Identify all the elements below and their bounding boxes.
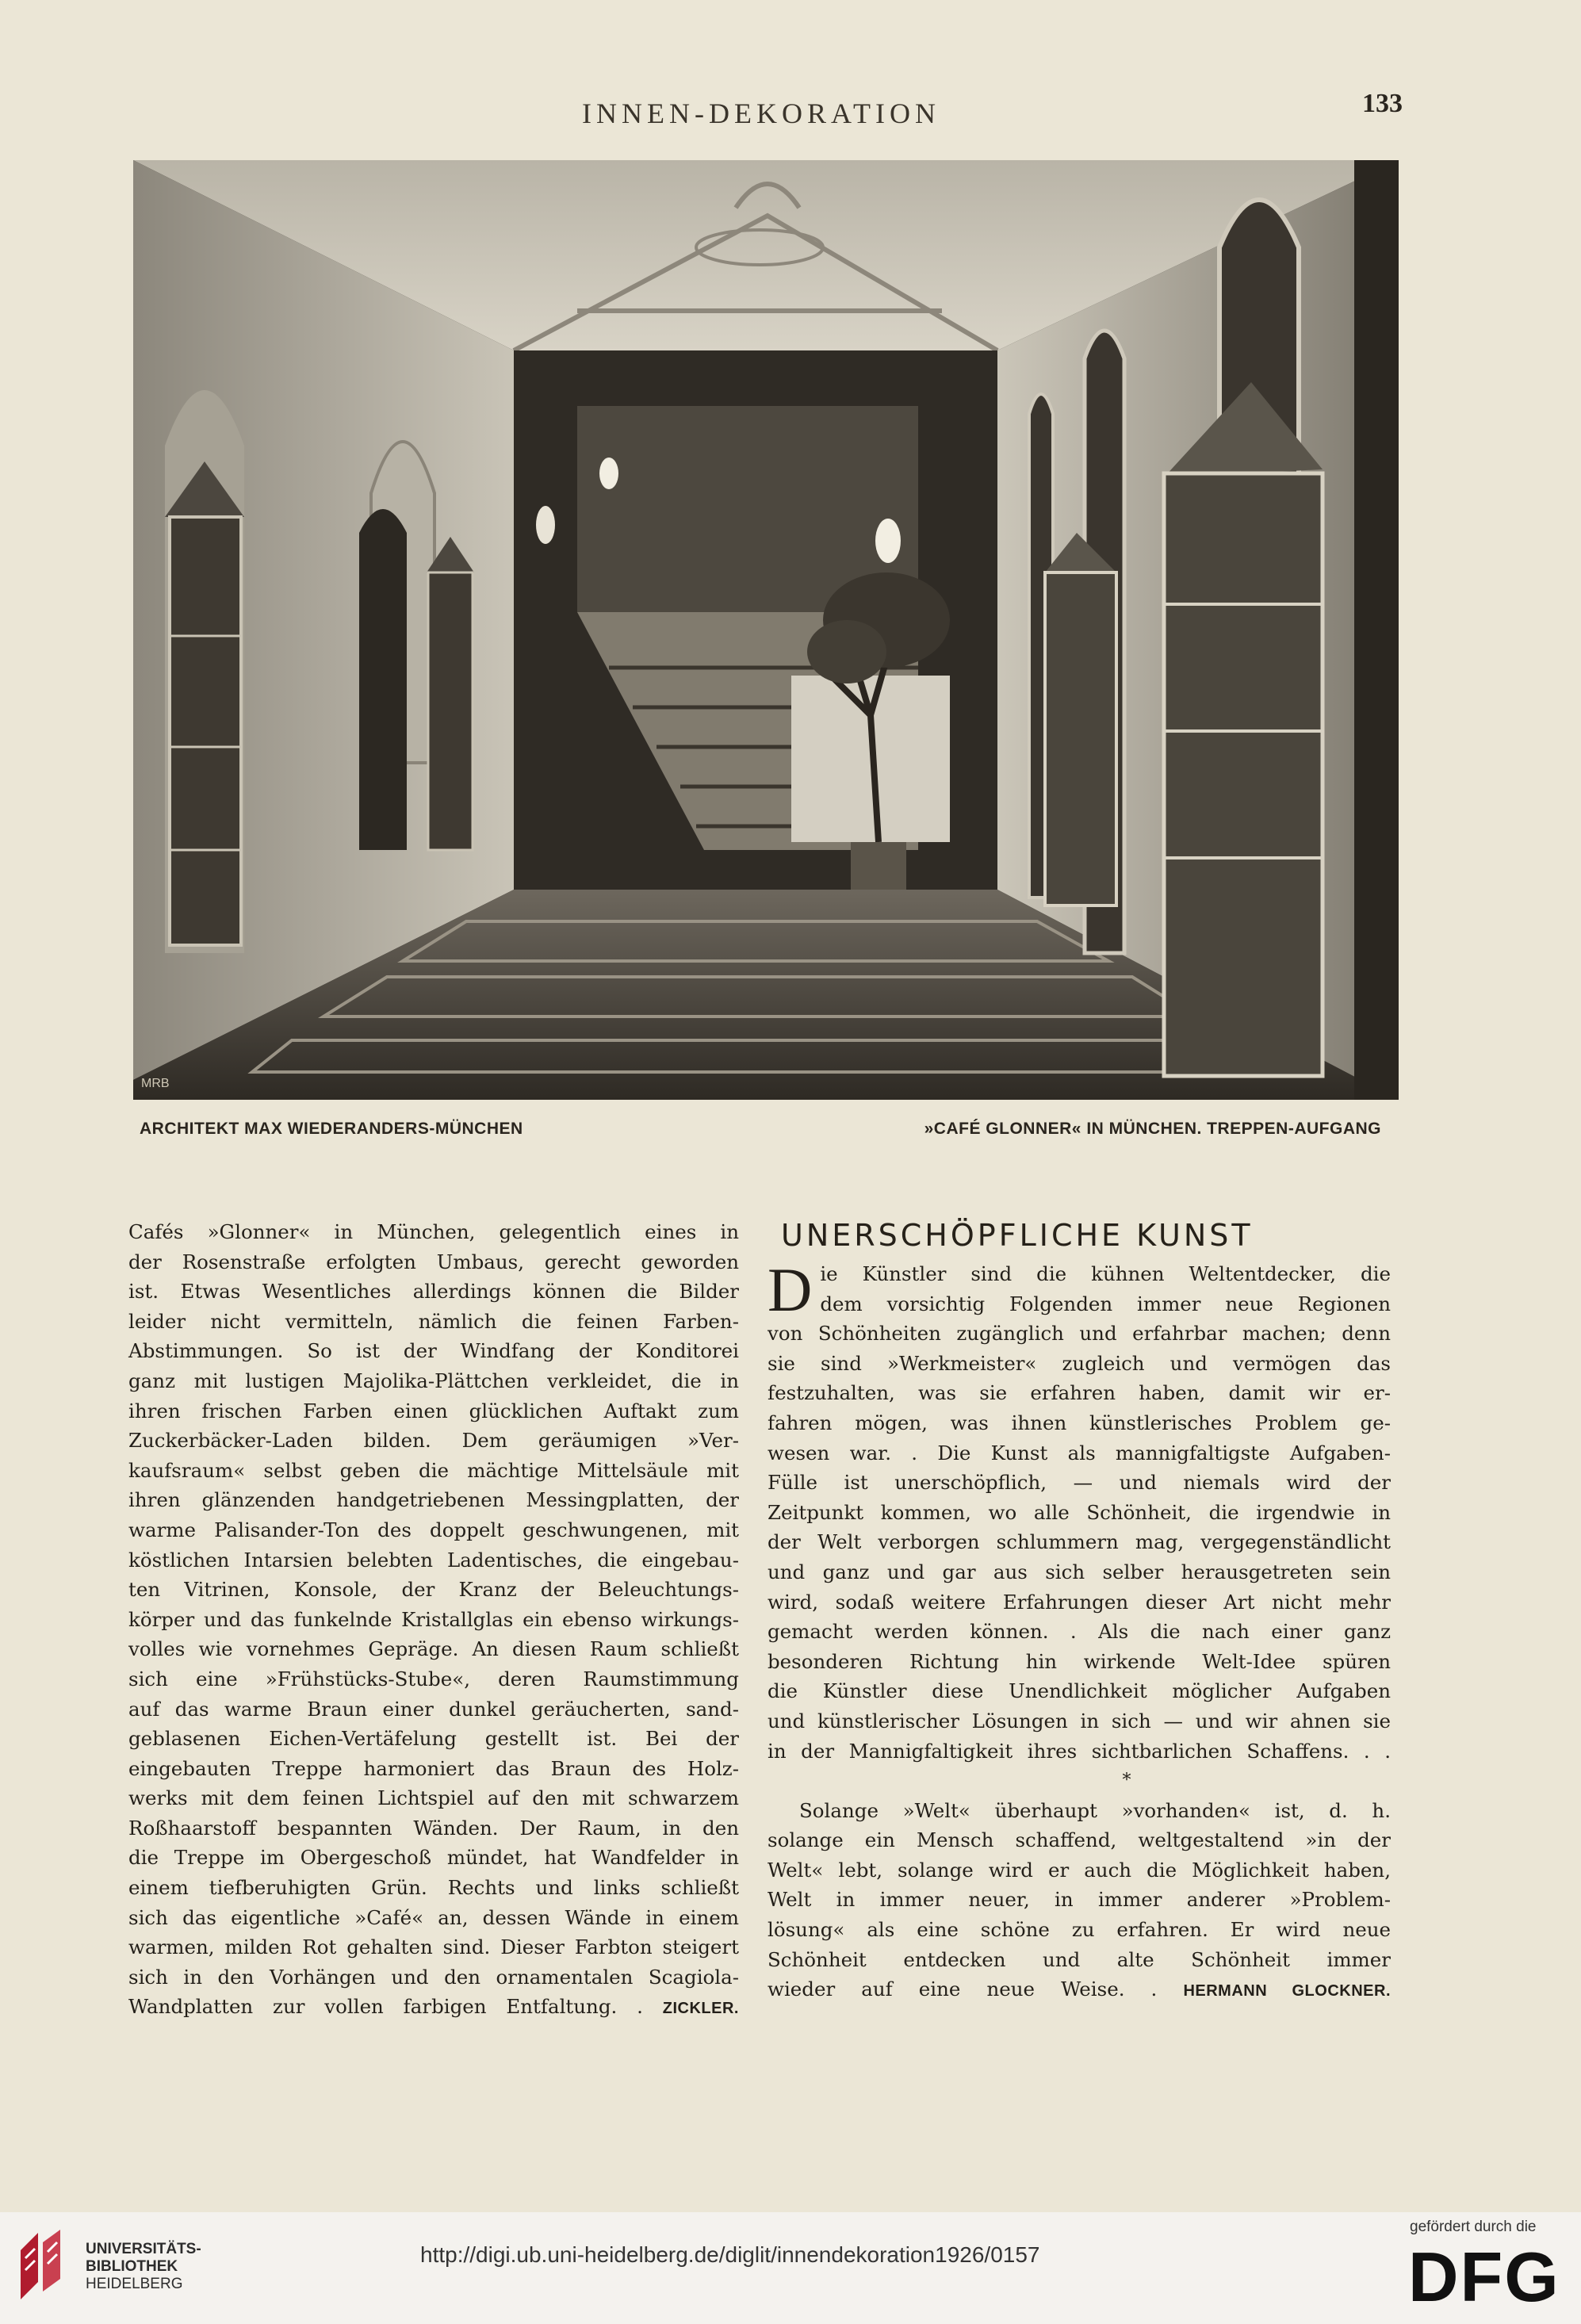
text-line: Solange »Welt« überhaupt »vorhanden« ist, d. h.	[799, 1798, 1391, 1822]
text-line: fahren mögen, was ihnen künstlerisches Problem ge-	[768, 1411, 1391, 1434]
text-line: und künstlerischer Lösungen in sich — und wir ahnen sie	[768, 1709, 1391, 1732]
text-line: einem tiefberuhigten Grün. Rechts und links schließt	[128, 1876, 739, 1900]
section-separator-star: *	[1122, 1771, 1131, 1791]
text-line: eingebauten Treppe harmoniert das Braun des Holz-	[128, 1756, 739, 1780]
page-number: 133	[1362, 89, 1403, 118]
library-name	[86, 2241, 201, 2293]
text-line: solange ein Mensch schaffend, weltgestaltend »in der	[768, 1828, 1391, 1852]
text-line: ist. Etwas Wesentliches allerdings können die Bilder	[128, 1280, 739, 1304]
closing-text: wieder auf eine neue Weise. .	[768, 1978, 1158, 2001]
interior-photograph	[133, 160, 1399, 1100]
text-line: ten Vitrinen, Konsole, der Kranz der Beleuchtungs-	[128, 1578, 739, 1602]
text-line: von Schönheiten zugänglich und erfahrbar machen; denn	[768, 1322, 1391, 1346]
text-line: festzuhalten, was sie erfahren haben, damit wir er-	[768, 1381, 1391, 1405]
text-line: leider nicht vermitteln, nämlich die feinen Farben-	[128, 1309, 739, 1333]
text-line: kaufsraum« selbst geben die mächtige Mittelsäule mit	[128, 1458, 739, 1482]
dfg-logo: DFG	[1408, 2238, 1560, 2316]
author-signature: HERMANN GLOCKNER.	[1183, 1982, 1391, 2000]
text-line: in der Mannigfaltigkeit ihres sichtbarlichen Schaffens. . .	[768, 1739, 1391, 1763]
text-line: werks mit dem feinen Lichtspiel auf den mit schwarzem	[128, 1786, 739, 1810]
text-line: sich eine »Frühstücks-Stube«, deren Raumstimmung	[128, 1667, 739, 1690]
text-line: und ganz und gar aus sich selber herausgetreten sein	[768, 1560, 1391, 1583]
text-line: Zuckerbäcker-Laden bilden. Dem geräumigen »Ver-	[128, 1429, 739, 1453]
source-url-link[interactable]: http://digi.ub.uni-heidelberg.de/diglit/innendekoration1926/0157	[420, 2242, 1040, 2267]
text-line: sich das eigentliche »Café« an, dessen Wände in einem	[128, 1905, 739, 1929]
text-line: warmen, milden Rot gehalten sind. Dieser Farbton steigert	[128, 1935, 739, 1959]
funded-by-label: gefördert durch die	[1410, 2219, 1537, 2235]
closing-text: Wandplatten zur vollen farbigen Entfaltung. .	[128, 1995, 643, 2019]
digitization-footer	[0, 2212, 1581, 2324]
university-library-logo-icon	[14, 2226, 68, 2306]
library-name-line: UNIVERSITÄTS-	[86, 2241, 201, 2257]
text-line: dem vorsichtig Folgenden immer neue Regionen	[820, 1292, 1391, 1315]
text-line: lösung« als eine schöne zu erfahren. Er wird neue	[768, 1918, 1391, 1942]
text-line: warme Palisander-Ton des doppelt geschwungenen, mit	[128, 1518, 739, 1541]
text-line: ganz mit lustigen Majolika-Plättchen verkleidet, die in	[128, 1369, 739, 1392]
text-line: Zeitpunkt kommen, wo alle Schönheit, die irgendwie in	[768, 1500, 1391, 1524]
caption-title: »CAFÉ GLONNER« IN MÜNCHEN. TREPPEN-AUFGANG	[924, 1120, 1381, 1138]
text-line: ihren frischen Farben einen glücklichen Auftakt zum	[128, 1399, 739, 1422]
text-line: Schönheit entdecken und alte Schönheit immer	[768, 1947, 1391, 1971]
text-line: auf das warme Braun einer dunkel geräucherten, sand-	[128, 1697, 739, 1721]
right-column-text	[768, 1255, 1391, 2007]
text-line: der Welt verborgen schlummern mag, vergegenständlicht	[768, 1530, 1391, 1554]
running-head: INNEN-DEKORATION	[582, 98, 940, 129]
photo-monogram: MRB	[141, 1077, 170, 1090]
text-line: wird, sodaß weitere Erfahrungen dieser Art nicht mehr	[768, 1590, 1391, 1614]
text-line: Cafés »Glonner« in München, gelegentlich eines in	[128, 1220, 739, 1243]
text-line: körper und das funkelnde Kristallglas ein ebenso wirkungs-	[128, 1607, 739, 1631]
text-line: der Rosenstraße erfolgten Umbaus, gerecht geworden	[128, 1250, 739, 1273]
caption-architect: ARCHITEKT MAX WIEDERANDERS-MÜNCHEN	[140, 1120, 523, 1138]
text-line: sie sind »Werkmeister« zugleich und vermögen das	[768, 1351, 1391, 1375]
text-line: besonderen Richtung hin wirkende Welt-Idee spüren	[768, 1649, 1391, 1673]
text-line: Welt in immer neuer, in immer anderer »Problem-	[768, 1888, 1391, 1912]
text-line-last	[128, 1992, 739, 2024]
text-line: die Künstler diese Unendlichkeit möglicher Aufgaben	[768, 1679, 1391, 1703]
author-signature: ZICKLER.	[662, 2000, 739, 2018]
text-line: ihren glänzenden handgetriebenen Messingplatten, der	[128, 1488, 739, 1512]
drop-cap: D	[768, 1255, 813, 1324]
text-line: die Treppe im Obergeschoß mündet, hat Wandfelder in	[128, 1846, 739, 1870]
text-line: Welt« lebt, solange wird er auch die Möglichkeit haben,	[768, 1858, 1391, 1882]
left-column-text	[128, 1217, 739, 2024]
text-line: sich in den Vorhängen und den ornamentalen Scagiola-	[128, 1965, 739, 1989]
text-line: geblasenen Eichen-Vertäfelung gestellt ist. Bei der	[128, 1727, 739, 1751]
library-name-line: BIBLIOTHEK	[86, 2258, 178, 2275]
text-line: Abstimmungen. So ist der Windfang der Konditorei	[128, 1339, 739, 1363]
text-line: gemacht werden können. . Als die nach einer ganz	[768, 1620, 1391, 1644]
text-line: Roßhaarstoff bespannten Wänden. Der Raum, in den	[128, 1816, 739, 1840]
text-line-last	[768, 1974, 1391, 2007]
text-line: volles wie vornehmes Gepräge. An diesen Raum schließt	[128, 1637, 739, 1661]
text-line: wesen war. . Die Kunst als mannigfaltigste Aufgaben-	[768, 1441, 1391, 1464]
text-line: köstlichen Intarsien belebten Ladentisches, die eingebau-	[128, 1548, 739, 1572]
text-line: ie Künstler sind die kühnen Weltentdecker, die	[820, 1262, 1391, 1285]
article-title: UNERSCHÖPFLICHE KUNST	[781, 1218, 1254, 1253]
library-name-line: HEIDELBERG	[86, 2276, 183, 2292]
text-line: Fülle ist unerschöpflich, — und niemals wird der	[768, 1471, 1391, 1495]
